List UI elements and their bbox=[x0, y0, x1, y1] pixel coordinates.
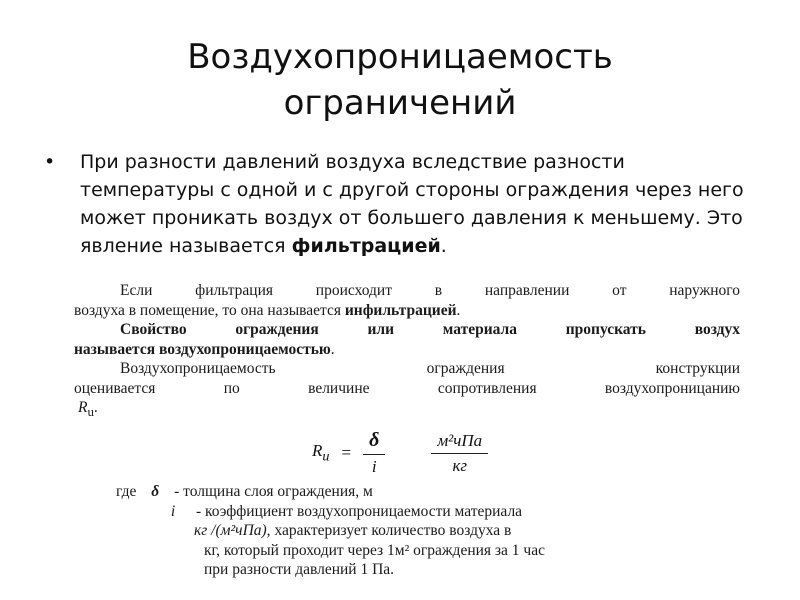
legend-where: где bbox=[116, 483, 137, 500]
legend-row-i bbox=[116, 502, 746, 522]
legend-delta-symbol: δ bbox=[151, 483, 160, 500]
formula-unit-denominator: кг bbox=[452, 455, 468, 475]
inline-r-dot: . bbox=[93, 399, 98, 416]
formula-fraction bbox=[363, 429, 385, 477]
scan-line-5: Воздухопроницаемость ограждения конструкции bbox=[120, 360, 740, 377]
slide-title bbox=[0, 34, 800, 126]
scan-line-4-b: . bbox=[330, 340, 335, 358]
scan-line-2-a: воздуха в помещение, то она называется bbox=[74, 301, 345, 319]
bullet-body: При разности давлений воздуха вследствие разности температуры с одной и с другой стороны ограждения через него может проникать воздух от большего давления к меньшему. Это явление называется bbox=[80, 151, 744, 257]
legend-i-symbol: i bbox=[170, 502, 176, 520]
formula-lhs-r: R bbox=[312, 440, 323, 460]
bullet-bold-term: фильтрацией bbox=[291, 235, 441, 257]
bullet-text bbox=[80, 148, 744, 260]
legend-unit: кг /(м²чПа), bbox=[194, 522, 271, 539]
scan-line-2-c: . bbox=[456, 301, 461, 319]
scan-term-infiltration: инфильтрацией bbox=[344, 301, 457, 319]
bullet-end: . bbox=[440, 235, 447, 257]
inline-r-sub: u bbox=[87, 404, 94, 420]
legend-row-5: при разности давлений 1 Па. bbox=[204, 561, 395, 578]
inline-r-symbol: R bbox=[78, 399, 88, 416]
bullet-icon: • bbox=[44, 151, 56, 173]
bullet-paragraph bbox=[44, 148, 744, 260]
formula-equals: = bbox=[341, 443, 352, 462]
legend-unit-text: характеризует количество воздуха в bbox=[274, 522, 512, 539]
formula-legend bbox=[116, 482, 746, 580]
formula-numerator: δ bbox=[363, 429, 385, 455]
formula bbox=[312, 428, 488, 478]
legend-row-4: кг, который проходит через 1м² ограждения за 1 час bbox=[204, 541, 545, 559]
formula-lhs-sub: u bbox=[322, 448, 330, 465]
legend-i-text: - коэффициент воздухопроницаемости материала bbox=[196, 502, 523, 520]
scan-line-7 bbox=[74, 398, 740, 418]
formula-denominator: i bbox=[371, 457, 377, 476]
title-line-2: ограничений bbox=[283, 83, 517, 123]
scanned-text-block bbox=[74, 281, 740, 418]
scan-line-6: оценивается по величине сопротивления воздухопроницанию bbox=[74, 379, 740, 397]
formula-lhs bbox=[312, 441, 329, 465]
formula-unit-numerator: м²чПа bbox=[431, 431, 488, 454]
title-line-1: Воздухопроницаемость bbox=[187, 37, 613, 77]
scan-line-1: Если фильтрация происходит в направлении от наружного bbox=[120, 282, 740, 299]
formula-unit-fraction bbox=[431, 431, 488, 476]
legend-row-delta bbox=[116, 482, 746, 502]
scan-line-4 bbox=[74, 340, 740, 360]
legend-row-unit bbox=[116, 521, 746, 541]
legend-delta-text: - толщина слоя ограждения, м bbox=[174, 483, 373, 500]
scan-line-2 bbox=[74, 301, 740, 321]
scan-term-permeability: называется воздухопроницаемостью bbox=[74, 340, 331, 358]
scan-line-3: Свойство ограждения или материала пропускать воздух bbox=[120, 321, 740, 338]
